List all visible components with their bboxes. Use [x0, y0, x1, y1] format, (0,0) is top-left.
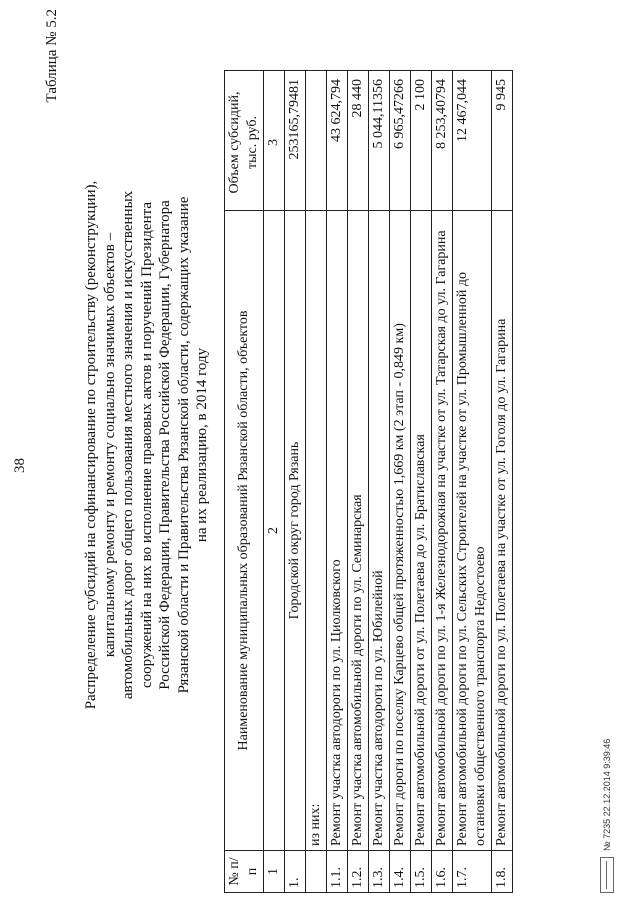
row-num: 1.5.	[411, 851, 432, 893]
table-row	[411, 71, 432, 893]
table-row	[453, 71, 492, 893]
document-title	[82, 135, 212, 755]
row-name: Городской округ город Рязань	[285, 211, 306, 851]
row-num: 1.3.	[369, 851, 390, 893]
header-num: № п/п	[225, 851, 264, 893]
row-amount: 8 253,40794	[432, 71, 453, 211]
title-line: капитальному ремонту и ремонту социально значимых объектов –	[101, 232, 118, 658]
document-stamp-icon	[600, 857, 614, 893]
column-number: 1	[264, 851, 285, 893]
subheader-row	[306, 71, 327, 893]
row-name: Ремонт автомобильной дороги по ул. Полетаева на участке от ул. Гоголя до ул. Гагарина	[492, 211, 513, 851]
subheader-label: из них:	[306, 211, 327, 851]
table-row	[327, 71, 348, 893]
row-num: 1.4.	[390, 851, 411, 893]
row-num: 1.2.	[348, 851, 369, 893]
row-num: 1.1.	[327, 851, 348, 893]
row-name: Ремонт автомобильной дороги по ул. Сельских Строителей на участке от ул. Промышленной до остановки общественного транспорта Недостоево	[453, 211, 492, 851]
title-line: автомобильных дорог общего пользования местного значения и искусственных	[120, 190, 136, 700]
title-line: Рязанской области и Правительства Рязанской области, содержащих указание	[175, 196, 192, 694]
row-name: Ремонт автомобильной дороги по ул. 1-я Железнодорожная на участке от ул. Татарская до ул. Гагарина	[432, 211, 453, 851]
row-amount: 6 965,47266	[390, 71, 411, 211]
row-name: Ремонт участка автодороги по ул. Циолковского	[327, 211, 348, 851]
row-amount: 253165,79481	[285, 71, 306, 211]
column-number-row	[264, 71, 285, 893]
row-amount: 12 467,044	[453, 71, 492, 211]
table-row	[348, 71, 369, 893]
row-amount: 5 044,11356	[369, 71, 390, 211]
table-header-row	[225, 71, 264, 893]
row-num: 1.6.	[432, 851, 453, 893]
stamp-text: № 7235 22.12.2014 9:39:46	[602, 738, 612, 851]
title-line: сооружений на них во исполнение правовых актов и поручений Президента	[138, 201, 155, 689]
row-num: 1.8.	[492, 851, 513, 893]
title-line: на их реализацию, в 2014 году	[194, 347, 210, 543]
subsidy-table	[224, 70, 513, 893]
header-amount: Объем субсидий, тыс. руб.	[225, 71, 264, 211]
row-amount: 28 440	[348, 71, 369, 211]
row-name: Ремонт автомобильной дороги от ул. Полетаева до ул. Братиславская	[411, 211, 432, 851]
row-num: 1.	[285, 851, 306, 893]
title-line: Распределение субсидий на софинансирование по строительству (реконструкции),	[83, 180, 99, 710]
column-number: 2	[264, 211, 285, 851]
table-row	[369, 71, 390, 893]
table-row	[492, 71, 513, 893]
registration-stamp	[600, 739, 614, 893]
row-num: 1.7.	[453, 851, 492, 893]
row-amount: 2 100	[411, 71, 432, 211]
table-row	[390, 71, 411, 893]
table-caption: Таблица № 5.2	[44, 9, 60, 103]
total-row	[285, 71, 306, 893]
header-name: Наименование муниципальных образований Рязанской области, объектов	[225, 211, 264, 851]
row-name: Ремонт дороги по поселку Карцево общей протяженностью 1,669 км (2 этап - 0,849 км)	[390, 211, 411, 851]
row-name: Ремонт участка автомобильной дороги по ул. Семинарская	[348, 211, 369, 851]
page-number: 38	[12, 458, 28, 473]
row-amount: 43 624,794	[327, 71, 348, 211]
row-name: Ремонт участка автодороги по ул. Юбилейной	[369, 211, 390, 851]
title-line: Российской Федерации, Правительства Российской Федерации, Губернатора	[157, 200, 173, 690]
row-amount: 9 945	[492, 71, 513, 211]
column-number: 3	[264, 71, 285, 211]
table-row	[432, 71, 453, 893]
